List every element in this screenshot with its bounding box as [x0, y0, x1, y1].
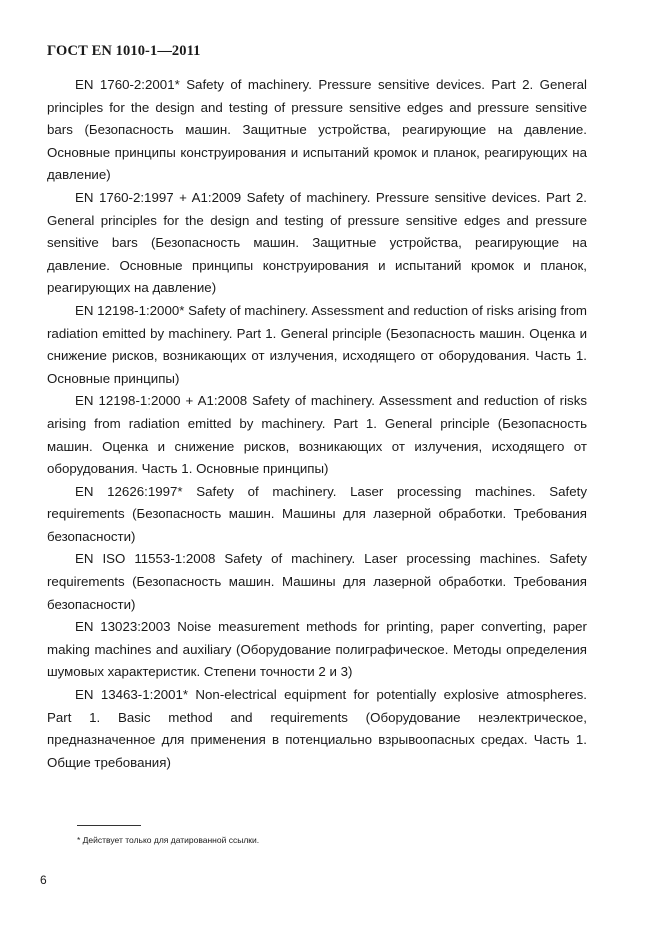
reference-entry: EN 13023:2003 Noise measurement methods for printing, paper converting, paper making machines and auxiliary (Оборудование полиграфическое. Методы определения шумовых характеристик. Степени точности 2 и 3) — [47, 619, 587, 680]
reference-entry: EN 12626:1997* Safety of machinery. Laser processing machines. Safety requirements (Безопасность машин. Машины для лазерной обработки. Требования безопасности) — [47, 483, 587, 544]
reference-entry: EN 1760-2:1997 + A1:2009 Safety of machinery. Pressure sensitive devices. Part 2. General principles for the design and testing of pressure sensitive edges and pressure sensitive bars (Безопасность машин. Защитные устройства, реагирующие на давление. Основные принципы конструирования и испытаний кромок и планок, реагирующих на давление) — [47, 189, 587, 296]
reference-entry: EN 12198-1:2000 + A1:2008 Safety of machinery. Assessment and reduction of risks arising from radiation emitted by machinery. Part 1. General principle (Безопасность машин. Оценка и снижение рисков, возникающих от излучения, исходящего от оборудования. Часть 1. Основные принципы) — [47, 393, 587, 477]
page-number: 6 — [40, 873, 47, 887]
footnote: * Действует только для датированной ссылки. — [77, 835, 260, 845]
document-header: ГОСТ EN 1010-1—2011 — [47, 43, 201, 59]
references-list — [47, 74, 587, 774]
footnote-divider — [77, 825, 141, 826]
reference-entry: EN 13463-1:2001* Non-electrical equipment for potentially explosive atmospheres. Part 1. Basic method and requirements (Оборудование неэлектрическое, предназначенное для применения в потенциально взрывоопасных средах. Часть 1. Общие требования) — [47, 687, 587, 770]
reference-entry: EN 12198-1:2000* Safety of machinery. Assessment and reduction of risks arising from radiation emitted by machinery. Part 1. General principle (Безопасность машин. Оценка и снижение рисков, возникающих от излучения, исходящего от оборудования. Часть 1. Основные принципы) — [47, 302, 587, 386]
reference-entry: EN 1760-2:2001* Safety of machinery. Pressure sensitive devices. Part 2. General principles for the design and testing of pressure sensitive edges and pressure sensitive bars (Безопасность машин. Защитные устройства, реагирующие на давление. Основные принципы конструирования и испытаний кромок и планок, реагирующих на давление) — [47, 77, 587, 183]
reference-entry: EN ISO 11553-1:2008 Safety of machinery. Laser processing machines. Safety requirements (Безопасность машин. Машины для лазерной обработки. Требования безопасности) — [47, 551, 587, 612]
